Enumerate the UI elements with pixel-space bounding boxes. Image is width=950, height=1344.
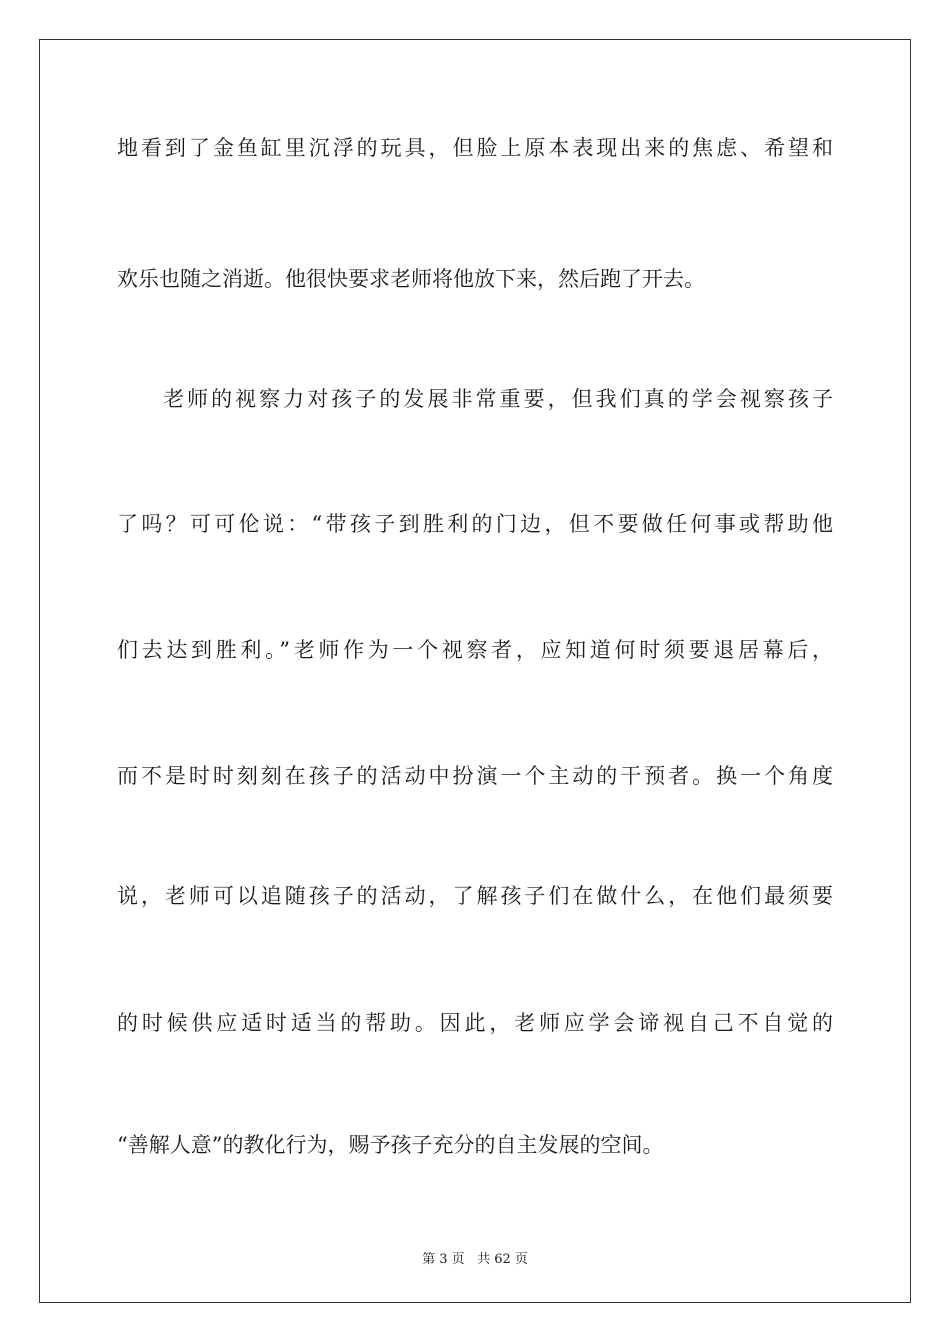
paragraph-line: 地看到了金鱼缸里沉浮的玩具，但脸上原本表现出来的焦虑、希望和 [117,136,833,160]
paragraph-line: 欢乐也随之消逝。他很快要求老师将他放下来，然后跑了开去。 [117,267,705,291]
page-border [39,39,911,1303]
page-number: 第 3 页 [422,1252,465,1267]
page-total: 共 62 页 [477,1252,528,1267]
paragraph-line: 说，老师可以追随孩子的活动，了解孩子们在做什么，在他们最须要 [117,884,833,908]
paragraph-line: 们去达到胜利。”老师作为一个视察者，应知道何时须要退居幕后， [117,638,833,662]
paragraph-line: 的时候供应适时适当的帮助。因此，老师应学会谛视自己不自觉的 [117,1011,833,1035]
paragraph-line: 老师的视察力对孩子的发展非常重要，但我们真的学会视察孩子 [163,387,833,411]
paragraph-line: 了吗？可可伦说：“带孩子到胜利的门边，但不要做任何事或帮助他 [117,512,833,536]
paragraph-line: 而不是时时刻刻在孩子的活动中扮演一个主动的干预者。换一个角度 [117,764,833,788]
page-footer [0,1248,950,1267]
paragraph-line: “善解人意”的教化行为，赐予孩子充分的自主发展的空间。 [117,1133,664,1157]
